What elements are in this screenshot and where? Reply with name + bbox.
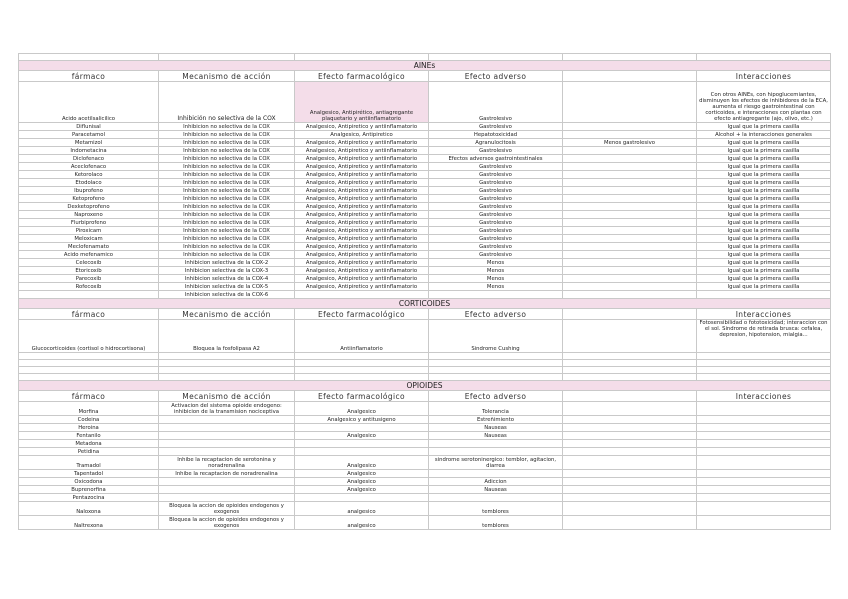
table-row xyxy=(19,187,831,195)
col-header-blank xyxy=(563,391,697,402)
cell-mecanismo: Inhibicion selectiva de la COX-6 xyxy=(159,291,295,299)
table-row xyxy=(19,163,831,171)
table-row xyxy=(19,219,831,227)
cell-mecanismo xyxy=(159,478,295,486)
cell-farmaco: Piroxicam xyxy=(19,227,159,235)
cell-mecanismo: Activacion del sistema opioide endogeno: inhibicion de la transmision nociceptiva xyxy=(159,402,295,416)
cell-interacciones: Igual que la primera casilla xyxy=(697,219,831,227)
cell-adverso: Menos xyxy=(429,275,563,283)
col-header-farmaco: fármaco xyxy=(19,309,159,320)
cell-nota xyxy=(563,502,697,516)
cell-interacciones: Igual que la primera casilla xyxy=(697,235,831,243)
cell-farmaco: Oxicodona xyxy=(19,478,159,486)
cell-adverso xyxy=(429,291,563,299)
cell-mecanismo: Inhibicion selectiva de la COX-4 xyxy=(159,275,295,283)
table-row xyxy=(19,179,831,187)
cell-efecto: Analgesico, Antipiretico y antiinflamatorio xyxy=(295,139,429,147)
table-row xyxy=(19,195,831,203)
cell-adverso: Hepatotoxicidad xyxy=(429,131,563,139)
table-row xyxy=(19,243,831,251)
cell-adverso xyxy=(429,494,563,502)
cell-adverso: Sindrome Cushing xyxy=(429,320,563,353)
cell-interacciones xyxy=(697,470,831,478)
cell-nota xyxy=(563,402,697,416)
cell-mecanismo: Inhibicion no selectiva de la COX xyxy=(159,147,295,155)
table-row xyxy=(19,478,831,486)
cell-efecto: Analgesico, Antipiretico y antiinflamatorio xyxy=(295,251,429,259)
cell-nota xyxy=(563,283,697,291)
cell-efecto xyxy=(295,424,429,432)
cell-nota xyxy=(563,147,697,155)
cell-adverso: Menos xyxy=(429,267,563,275)
cell-adverso xyxy=(429,470,563,478)
cell-farmaco: Petidina xyxy=(19,448,159,456)
cell-nota xyxy=(563,416,697,424)
cell-nota xyxy=(563,494,697,502)
cell-mecanismo: Inhibicion no selectiva de la COX xyxy=(159,211,295,219)
cell-interacciones: Igual que la primera casilla xyxy=(697,259,831,267)
col-header-efecto-farmacologico: Efecto farmacológico xyxy=(295,71,429,82)
table-row xyxy=(19,147,831,155)
table-row xyxy=(19,416,831,424)
cell-mecanismo xyxy=(159,432,295,440)
table-row xyxy=(19,494,831,502)
cell-adverso: Efectos adversos gastrointestinales xyxy=(429,155,563,163)
cell-interacciones xyxy=(697,478,831,486)
table-row xyxy=(19,448,831,456)
cell-interacciones: Fotosensibilidad o fototoxicidad; interaccion con el sol. Sindrome de retirada brusca: cefalea, depresion, hipotension, mialgia... xyxy=(697,320,831,353)
cell-nota: Menos gastrolesivo xyxy=(563,139,697,147)
cell-mecanismo xyxy=(159,486,295,494)
cell-nota xyxy=(563,195,697,203)
cell-farmaco: Acido mefenamico xyxy=(19,251,159,259)
cell-mecanismo: Bloquea la accion de opioides endogenos y exogenos xyxy=(159,516,295,530)
cell-nota xyxy=(563,243,697,251)
cell-farmaco: Heroina xyxy=(19,424,159,432)
cell-farmaco: Morfina xyxy=(19,402,159,416)
cell-nota xyxy=(563,82,697,123)
cell-mecanismo: Inhibicion no selectiva de la COX xyxy=(159,131,295,139)
cell-farmaco: Naltrexona xyxy=(19,516,159,530)
cell-adverso: Gastrolesivo xyxy=(429,211,563,219)
cell-nota xyxy=(563,219,697,227)
col-header-efecto-farmacologico: Efecto farmacológico xyxy=(295,309,429,320)
cell-efecto: Antiinflamatorio xyxy=(295,320,429,353)
cell-adverso: Nauseas xyxy=(429,432,563,440)
cell-farmaco: Buprenorfina xyxy=(19,486,159,494)
cell-efecto: Analgesico xyxy=(295,470,429,478)
cell-efecto: Analgesico xyxy=(295,402,429,416)
cell-farmaco: Codeina xyxy=(19,416,159,424)
cell-efecto: Analgesico y antitusigeno xyxy=(295,416,429,424)
table-row xyxy=(19,267,831,275)
cell-mecanismo: Inhibicion selectiva de la COX-2 xyxy=(159,259,295,267)
cell-adverso: Gastrolesivo xyxy=(429,163,563,171)
pharmacology-table xyxy=(18,53,831,530)
cell-nota xyxy=(563,179,697,187)
cell-farmaco: Diflunisal xyxy=(19,123,159,131)
table-row xyxy=(19,516,831,530)
cell-interacciones: Igual que la primera casilla xyxy=(697,171,831,179)
section-title-opioides: OPIOIDES xyxy=(19,381,831,391)
cell-mecanismo: Inhibicion no selectiva de la COX xyxy=(159,195,295,203)
cell-nota xyxy=(563,203,697,211)
cell-farmaco: Tramadol xyxy=(19,456,159,470)
cell-efecto: Analgesico, Antipiretico y antiinflamatorio xyxy=(295,275,429,283)
cell-adverso: temblores xyxy=(429,502,563,516)
cell-efecto: Analgesico, Antipiretico y antiinflamatorio xyxy=(295,259,429,267)
col-header-efecto-adverso: Efecto adverso xyxy=(429,71,563,82)
cell-mecanismo: Inhibicion no selectiva de la COX xyxy=(159,187,295,195)
cell-farmaco: Fentanilo xyxy=(19,432,159,440)
cell-farmaco: Paracetamol xyxy=(19,131,159,139)
cell-efecto: Analgesico, Antipiretico y antiinflamatorio xyxy=(295,227,429,235)
cell-nota xyxy=(563,516,697,530)
cell-interacciones: Igual que la primera casilla xyxy=(697,163,831,171)
cell-nota xyxy=(563,478,697,486)
cell-nota xyxy=(563,267,697,275)
cell-mecanismo: Inhibicion no selectiva de la COX xyxy=(159,139,295,147)
table-row xyxy=(19,470,831,478)
cell-farmaco xyxy=(19,291,159,299)
table-row xyxy=(19,123,831,131)
col-header-blank xyxy=(563,309,697,320)
cell-mecanismo: Inhibicion selectiva de la COX-3 xyxy=(159,267,295,275)
cell-interacciones: Igual que la primera casilla xyxy=(697,267,831,275)
cell-adverso: sindrome serotoninergico: temblor, agitacion, diarrea xyxy=(429,456,563,470)
cell-adverso: Gastrolesivo xyxy=(429,235,563,243)
table-row xyxy=(19,424,831,432)
cell-adverso: Gastrolesivo xyxy=(429,179,563,187)
cell-mecanismo: Inhibicion no selectiva de la COX xyxy=(159,163,295,171)
cell-adverso: Gastrolesivo xyxy=(429,219,563,227)
cell-farmaco: Meclofenamato xyxy=(19,243,159,251)
cell-interacciones: Alcohol + la interacciones generales xyxy=(697,131,831,139)
cell-mecanismo xyxy=(159,424,295,432)
cell-nota xyxy=(563,291,697,299)
cell-efecto: Analgesico, Antipiretico y antiinflamatorio xyxy=(295,211,429,219)
cell-efecto: Analgesico, Antipiretico y antiinflamatorio xyxy=(295,123,429,131)
cell-nota xyxy=(563,211,697,219)
cell-nota xyxy=(563,259,697,267)
cell-nota xyxy=(563,275,697,283)
cell-adverso: Menos xyxy=(429,283,563,291)
cell-adverso: Estreñimiento xyxy=(429,416,563,424)
section-title-corticoides: CORTICOIDES xyxy=(19,299,831,309)
cell-farmaco: Naproxeno xyxy=(19,211,159,219)
cell-mecanismo: Inhibicion no selectiva de la COX xyxy=(159,171,295,179)
cell-mecanismo: Bloquea la fosfolipasa A2 xyxy=(159,320,295,353)
cell-nota xyxy=(563,432,697,440)
cell-farmaco: Rofecoxib xyxy=(19,283,159,291)
cell-interacciones: Igual que la primera casilla xyxy=(697,203,831,211)
table-row xyxy=(19,291,831,299)
cell-nota xyxy=(563,171,697,179)
cell-mecanismo: Bloquea la accion de opioides endogenos y exogenos xyxy=(159,502,295,516)
cell-mecanismo: Inhibicion no selectiva de la COX xyxy=(159,243,295,251)
cell-efecto: analgesico xyxy=(295,516,429,530)
table-row xyxy=(19,440,831,448)
cell-adverso: Gastrolesivo xyxy=(429,171,563,179)
table-row xyxy=(19,251,831,259)
cell-farmaco: Dexketoprofeno xyxy=(19,203,159,211)
table-row xyxy=(19,82,831,123)
cell-interacciones xyxy=(697,486,831,494)
cell-interacciones xyxy=(697,424,831,432)
cell-adverso xyxy=(429,448,563,456)
cell-farmaco: Tapentadol xyxy=(19,470,159,478)
table-row xyxy=(19,502,831,516)
cell-mecanismo: Inhibicion no selectiva de la COX xyxy=(159,203,295,211)
cell-adverso: Gastrolesivo xyxy=(429,82,563,123)
cell-interacciones: Igual que la primera casilla xyxy=(697,227,831,235)
col-header-farmaco: fármaco xyxy=(19,391,159,402)
cell-mecanismo xyxy=(159,494,295,502)
cell-mecanismo: Inhibicion no selectiva de la COX xyxy=(159,235,295,243)
cell-efecto: Analgesico, Antipiretico y antiinflamatorio xyxy=(295,171,429,179)
cell-nota xyxy=(563,155,697,163)
cell-mecanismo: Inhibicion no selectiva de la COX xyxy=(159,155,295,163)
cell-nota xyxy=(563,163,697,171)
table-row xyxy=(19,131,831,139)
table-row xyxy=(19,486,831,494)
cell-nota xyxy=(563,251,697,259)
table-row xyxy=(19,155,831,163)
spreadsheet xyxy=(18,53,830,530)
cell-mecanismo: Inhibicion selectiva de la COX-5 xyxy=(159,283,295,291)
cell-interacciones: Igual que la primera casilla xyxy=(697,179,831,187)
cell-adverso: Gastrolesivo xyxy=(429,123,563,131)
cell-nota xyxy=(563,424,697,432)
cell-efecto: Analgesico xyxy=(295,456,429,470)
col-header-interacciones: Interacciones xyxy=(697,71,831,82)
col-header-interacciones: Interacciones xyxy=(697,309,831,320)
table-row xyxy=(19,283,831,291)
cell-farmaco: Etodolaco xyxy=(19,179,159,187)
cell-efecto: Analgesico, Antipirético, antiagregante plaquetario y antiinflamatorio xyxy=(295,82,429,123)
cell-efecto xyxy=(295,291,429,299)
cell-farmaco: Celecoxib xyxy=(19,259,159,267)
cell-mecanismo: Inhibe la recaptacion de serotonina y noradrenalina xyxy=(159,456,295,470)
cell-mecanismo: Inhibición no selectiva de la COX xyxy=(159,82,295,123)
cell-farmaco: Pentazocina xyxy=(19,494,159,502)
cell-mecanismo: Inhibicion no selectiva de la COX xyxy=(159,227,295,235)
cell-interacciones xyxy=(697,402,831,416)
cell-adverso: Tolerancia xyxy=(429,402,563,416)
cell-efecto xyxy=(295,440,429,448)
cell-efecto: analgesico xyxy=(295,502,429,516)
cell-interacciones: Igual que la primera casilla xyxy=(697,139,831,147)
cell-adverso: temblores xyxy=(429,516,563,530)
cell-interacciones xyxy=(697,502,831,516)
table-row xyxy=(19,235,831,243)
cell-nota xyxy=(563,131,697,139)
cell-interacciones xyxy=(697,516,831,530)
cell-adverso: Gastrolesivo xyxy=(429,251,563,259)
cell-mecanismo: Inhibicion no selectiva de la COX xyxy=(159,219,295,227)
table-row xyxy=(19,402,831,416)
cell-nota xyxy=(563,448,697,456)
cell-interacciones: Igual que la primera casilla xyxy=(697,155,831,163)
cell-efecto: Analgesico, Antipiretico y antiinflamatorio xyxy=(295,195,429,203)
cell-efecto: Analgesico, Antipiretico y antiinflamatorio xyxy=(295,179,429,187)
cell-adverso: Adiccion xyxy=(429,478,563,486)
cell-nota xyxy=(563,187,697,195)
cell-efecto xyxy=(295,448,429,456)
cell-nota xyxy=(563,227,697,235)
cell-farmaco: Naloxona xyxy=(19,502,159,516)
cell-farmaco: Indometacina xyxy=(19,147,159,155)
col-header-mecanismo: Mecanismo de acción xyxy=(159,71,295,82)
cell-adverso: Gastrolesivo xyxy=(429,147,563,155)
cell-farmaco: Aceclofenaco xyxy=(19,163,159,171)
cell-nota xyxy=(563,470,697,478)
cell-efecto: Analgesico, Antipiretico y antiinflamatorio xyxy=(295,163,429,171)
cell-efecto: Analgesico, Antipiretico y antiinflamatorio xyxy=(295,267,429,275)
cell-efecto: Analgesico, Antipiretico xyxy=(295,131,429,139)
table-row xyxy=(19,259,831,267)
cell-adverso: Agranulocitosis xyxy=(429,139,563,147)
cell-efecto: Analgesico xyxy=(295,432,429,440)
cell-adverso xyxy=(429,440,563,448)
cell-farmaco: Diclofenaco xyxy=(19,155,159,163)
table-row xyxy=(19,203,831,211)
cell-farmaco: Ketoprofeno xyxy=(19,195,159,203)
cell-interacciones xyxy=(697,494,831,502)
table-row xyxy=(19,320,831,353)
cell-farmaco: Ibuprofeno xyxy=(19,187,159,195)
cell-farmaco: Metamizol xyxy=(19,139,159,147)
table-row xyxy=(19,275,831,283)
cell-farmaco: Ketorolaco xyxy=(19,171,159,179)
cell-adverso: Nauseas xyxy=(429,486,563,494)
cell-interacciones xyxy=(697,291,831,299)
cell-efecto: Analgesico, Antipiretico y antiinflamatorio xyxy=(295,219,429,227)
table-row xyxy=(19,171,831,179)
cell-adverso: Menos xyxy=(429,259,563,267)
cell-efecto xyxy=(295,494,429,502)
cell-nota xyxy=(563,320,697,353)
cell-adverso: Gastrolesivo xyxy=(429,227,563,235)
cell-interacciones: Igual que la primera casilla xyxy=(697,251,831,259)
cell-interacciones: Igual que la primera casilla xyxy=(697,211,831,219)
cell-mecanismo: Inhibicion no selectiva de la COX xyxy=(159,251,295,259)
cell-interacciones: Igual que la primera casilla xyxy=(697,123,831,131)
cell-efecto: Analgesico, Antipiretico y antiinflamatorio xyxy=(295,243,429,251)
cell-interacciones: Con otros AINEs, con hipoglucemiantes, disminuyen los efectos de inhibidores de la ECA, aumenta el riesgo gastrointestinal con corticoides, e interacciones con plantas con efecto antiagregante (ajo, olivo, etc.) xyxy=(697,82,831,123)
cell-mecanismo: Inhibe la recaptacion de noradrenalina xyxy=(159,470,295,478)
cell-nota xyxy=(563,235,697,243)
cell-interacciones: Igual que la primera casilla xyxy=(697,187,831,195)
cell-interacciones xyxy=(697,440,831,448)
cell-mecanismo: Inhibicion no selectiva de la COX xyxy=(159,123,295,131)
table-row xyxy=(19,456,831,470)
cell-nota xyxy=(563,123,697,131)
cell-farmaco: Flurbiprofeno xyxy=(19,219,159,227)
cell-farmaco: Acido acetilsalicilico xyxy=(19,82,159,123)
cell-efecto: Analgesico, Antipiretico y antiinflamatorio xyxy=(295,203,429,211)
cell-efecto: Analgesico, Antipiretico y antiinflamatorio xyxy=(295,147,429,155)
col-header-efecto-farmacologico: Efecto farmacológico xyxy=(295,391,429,402)
col-header-efecto-adverso: Efecto adverso xyxy=(429,391,563,402)
cell-mecanismo xyxy=(159,448,295,456)
cell-mecanismo: Inhibicion no selectiva de la COX xyxy=(159,179,295,187)
table-row xyxy=(19,211,831,219)
col-header-mecanismo: Mecanismo de acción xyxy=(159,391,295,402)
cell-efecto: Analgesico xyxy=(295,478,429,486)
table-row xyxy=(19,139,831,147)
cell-interacciones xyxy=(697,416,831,424)
table-row xyxy=(19,227,831,235)
cell-farmaco: Meloxicam xyxy=(19,235,159,243)
cell-mecanismo xyxy=(159,440,295,448)
cell-farmaco: Parecoxib xyxy=(19,275,159,283)
cell-interacciones: Igual que la primera casilla xyxy=(697,243,831,251)
col-header-efecto-adverso: Efecto adverso xyxy=(429,309,563,320)
col-header-interacciones: Interacciones xyxy=(697,391,831,402)
col-header-blank xyxy=(563,71,697,82)
cell-efecto: Analgesico, Antipiretico y antiinflamatorio xyxy=(295,155,429,163)
cell-efecto: Analgesico, Antipiretico y antiinflamatorio xyxy=(295,235,429,243)
cell-nota xyxy=(563,456,697,470)
cell-efecto: Analgesico xyxy=(295,486,429,494)
section-title-aines: AINEs xyxy=(19,61,831,71)
cell-interacciones: Igual que la primera casilla xyxy=(697,147,831,155)
cell-interacciones: Igual que la primera casilla xyxy=(697,283,831,291)
cell-interacciones: Igual que la primera casilla xyxy=(697,195,831,203)
col-header-mecanismo: Mecanismo de acción xyxy=(159,309,295,320)
cell-mecanismo xyxy=(159,416,295,424)
cell-interacciones xyxy=(697,456,831,470)
cell-nota xyxy=(563,440,697,448)
cell-farmaco: Etoricoxib xyxy=(19,267,159,275)
cell-adverso: Gastrolesivo xyxy=(429,195,563,203)
cell-adverso: Gastrolesivo xyxy=(429,187,563,195)
cell-efecto: Analgesico, Antipiretico y antiinflamatorio xyxy=(295,283,429,291)
cell-farmaco: Glucocorticoides (cortisol o hidrocortisona) xyxy=(19,320,159,353)
cell-adverso: Gastrolesivo xyxy=(429,203,563,211)
col-header-farmaco: fármaco xyxy=(19,71,159,82)
table-row xyxy=(19,432,831,440)
cell-interacciones xyxy=(697,448,831,456)
cell-adverso: Nauseas xyxy=(429,424,563,432)
cell-farmaco: Metadona xyxy=(19,440,159,448)
cell-efecto: Analgesico, Antipiretico y antiinflamatorio xyxy=(295,187,429,195)
cell-interacciones: Igual que la primera casilla xyxy=(697,275,831,283)
cell-adverso: Gastrolesivo xyxy=(429,243,563,251)
cell-interacciones xyxy=(697,432,831,440)
cell-nota xyxy=(563,486,697,494)
